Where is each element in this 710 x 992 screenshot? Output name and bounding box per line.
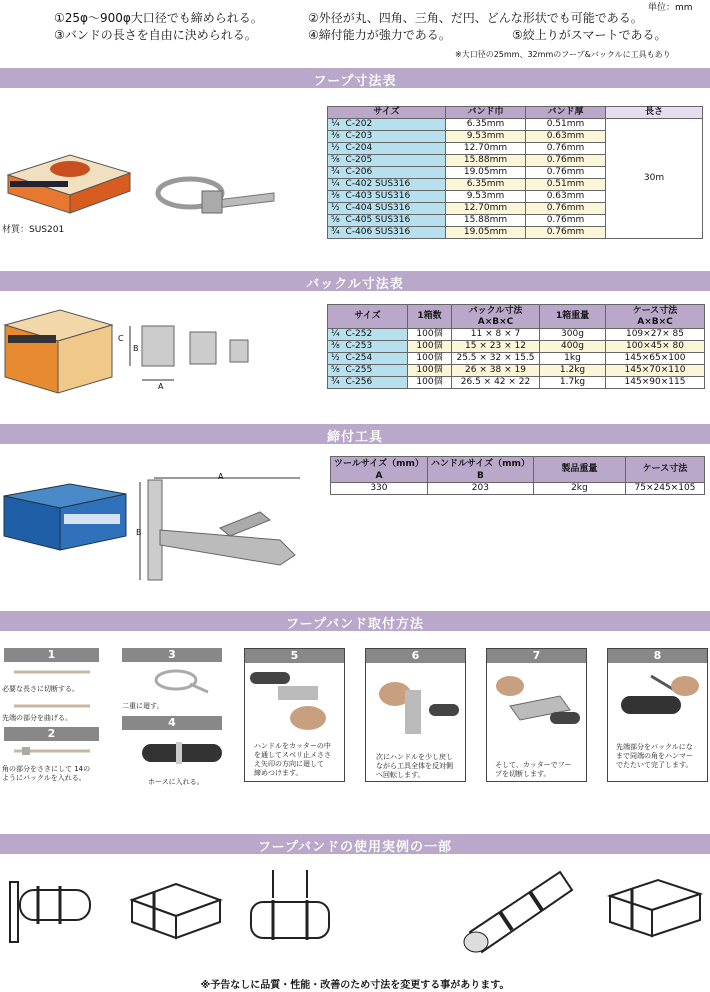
tool-box-image <box>0 478 130 553</box>
example-bale-illustration <box>604 872 704 942</box>
tool-spec-table <box>330 456 705 495</box>
col-header: 1箱数 <box>408 305 452 329</box>
table-row: ½ C-254 100個 25.5 × 32 × 15.5 1kg 145×65×100 <box>328 353 705 365</box>
example-pipe-wall-illustration <box>8 872 103 952</box>
section-examples-header <box>0 834 710 854</box>
buckle-box-image <box>0 305 115 395</box>
section-title: バックル寸法表 <box>306 277 404 292</box>
step-6-caption-1: 次にハンドルを少し戻し <box>376 753 453 761</box>
step-7-photo <box>490 666 584 746</box>
step-6-label: 6 <box>366 649 465 663</box>
step-7-label: 7 <box>487 649 586 663</box>
table-row: ⅝ C-205 15.88mm 0.76mm <box>328 155 703 167</box>
section-install-header <box>0 611 710 631</box>
section-tool-header <box>0 424 710 444</box>
step-7-caption-1: そして、カッターでフー <box>495 761 572 769</box>
step-6-caption-2: ながら工具全体を反対側 <box>376 762 453 770</box>
unit-label: 単位：mm <box>648 3 693 13</box>
example-box-strap-illustration <box>128 872 223 942</box>
step-2-caption-1: 角の部分をさきにして 14の <box>2 765 91 773</box>
step-5-photo <box>248 666 342 736</box>
section-title: フープバンド取付方法 <box>286 617 424 632</box>
feature-4: ④締付能力が強力である。 <box>308 28 451 42</box>
col-header: バンド厚 <box>526 107 606 119</box>
table-row: ½ C-204 12.70mm 0.76mm <box>328 143 703 155</box>
tool-note: ※大口径の25mm、32mmのフープ&バックルに工具もあり <box>455 50 671 59</box>
tool-dimension-diagram <box>130 470 310 585</box>
section-title: 締付工具 <box>326 430 383 445</box>
table-row: ⅜ C-203 9.53mm 0.63mm <box>328 131 703 143</box>
step-8-caption-2: まで同端の角をハンマー <box>616 752 693 760</box>
table-row: ¼ C-202 6.35mm 0.51mm 30m <box>328 119 703 131</box>
footer-note: ※予告なしに品質・性能・改善のため寸法を変更する事があります。 <box>200 980 510 991</box>
step-1-caption-1: 必要な長さに切断する。 <box>2 685 79 693</box>
example-lifting-illustration <box>245 868 335 953</box>
step-3-loop-image <box>150 666 210 696</box>
table-row: ¼ C-252 100個 11 × 8 × 7 300g 109×27× 85 <box>328 329 705 341</box>
feature-5: ⑤絞上りがスマートである。 <box>512 28 667 42</box>
tool-dim-label-b: B <box>136 528 142 537</box>
table-row: ½ C-404 SUS316 12.70mm 0.76mm <box>328 203 703 215</box>
col-header: 製品重量 <box>533 457 625 483</box>
step-3-label: 3 <box>122 648 222 662</box>
section-title: フープバンドの使用実例の一部 <box>258 840 452 855</box>
dim-label-a: A <box>158 382 164 391</box>
example-cable-bundle-illustration <box>460 862 580 957</box>
band-coil-image <box>148 165 278 225</box>
table-row: ⅜ C-253 100個 15 × 23 × 12 400g 100×45× 80 <box>328 341 705 353</box>
col-header: 1箱重量 <box>540 305 606 329</box>
feature-1: ①25φ～900φ大口径でも締められる。 <box>54 11 263 25</box>
col-header: ケース寸法 A×B×C <box>606 305 705 329</box>
step-8-label: 8 <box>608 649 707 663</box>
table-row: ¾ C-206 19.05mm 0.76mm <box>328 167 703 179</box>
tool-dim-label-a: A <box>218 472 224 481</box>
step-8-photo <box>611 666 705 738</box>
section-band-header <box>0 68 710 88</box>
step-5-caption-4: 締めつけます。 <box>254 769 303 777</box>
col-header: ケース寸法 <box>625 457 704 483</box>
col-header: サイズ <box>328 305 408 329</box>
dim-label-c: C <box>118 334 124 343</box>
step-4-caption: ホースに入れる。 <box>148 778 204 786</box>
section-buckle-header <box>0 271 710 291</box>
band-box-image <box>0 145 135 215</box>
step-5-label: 5 <box>245 649 344 663</box>
col-header: サイズ <box>328 107 446 119</box>
step-1-label: 1 <box>4 648 99 662</box>
feature-3: ③バンドの長さを自由に決められる。 <box>54 28 257 42</box>
table-row: 330 203 2kg 75×245×105 <box>331 483 705 495</box>
step-6-photo <box>369 666 463 746</box>
step-5-caption-2: を通してスベリ止メささ <box>254 751 331 759</box>
step-1-band-image <box>12 666 92 678</box>
buckle-size-table <box>327 304 705 389</box>
step-2-label: 2 <box>4 727 99 741</box>
step-1-bent-band-image <box>12 700 92 712</box>
section-title: フープ寸法表 <box>313 74 397 89</box>
step-8-caption-3: でたたいて完了します。 <box>616 761 693 769</box>
table-row: ⅜ C-403 SUS316 9.53mm 0.63mm <box>328 191 703 203</box>
col-header: ツールサイズ（mm） A <box>331 457 428 483</box>
table-row: ¾ C-256 100個 26.5 × 42 × 22 1.7kg 145×90×115 <box>328 377 705 389</box>
step-2-caption-2: ようにバックルを入れる。 <box>2 774 86 782</box>
buckle-dimension-diagram <box>112 318 272 393</box>
step-5-caption-1: ハンドルをカッターの中 <box>254 742 331 750</box>
step-4-label: 4 <box>122 716 222 730</box>
table-row: ⅝ C-255 100個 26 × 38 × 19 1.2kg 145×70×110 <box>328 365 705 377</box>
feature-2: ②外径が丸、四角、三角、だ円、どんな形状でも可能である。 <box>308 11 643 25</box>
band-size-table <box>327 106 703 239</box>
material-label: 材質：SUS201 <box>2 225 65 235</box>
step-1-caption-2: 先端の部分を曲げる。 <box>2 714 72 722</box>
length-cell: 30m <box>606 119 703 239</box>
step-7-caption-2: プを切断します。 <box>495 770 551 778</box>
table-row: ⅝ C-405 SUS316 15.88mm 0.76mm <box>328 215 703 227</box>
step-2-band-image <box>12 745 92 757</box>
col-header: バックル寸法 A×B×C <box>452 305 540 329</box>
step-5-caption-3: え矢印の方向に廻して <box>254 760 324 768</box>
dim-label-b: B <box>133 344 139 353</box>
step-6-caption-3: へ回転します。 <box>376 771 425 779</box>
table-row: ¾ C-406 SUS316 19.05mm 0.76mm <box>328 227 703 239</box>
step-4-hose-image <box>140 738 225 768</box>
col-header: ハンドルサイズ（mm） B <box>427 457 533 483</box>
col-header: 長さ <box>606 107 703 119</box>
col-header: バンド巾 <box>446 107 526 119</box>
step-8-caption-1: 先端部分をバックルにな <box>616 743 693 751</box>
step-3-caption: 二重に廻す。 <box>122 702 164 710</box>
table-row: ¼ C-402 SUS316 6.35mm 0.51mm <box>328 179 703 191</box>
